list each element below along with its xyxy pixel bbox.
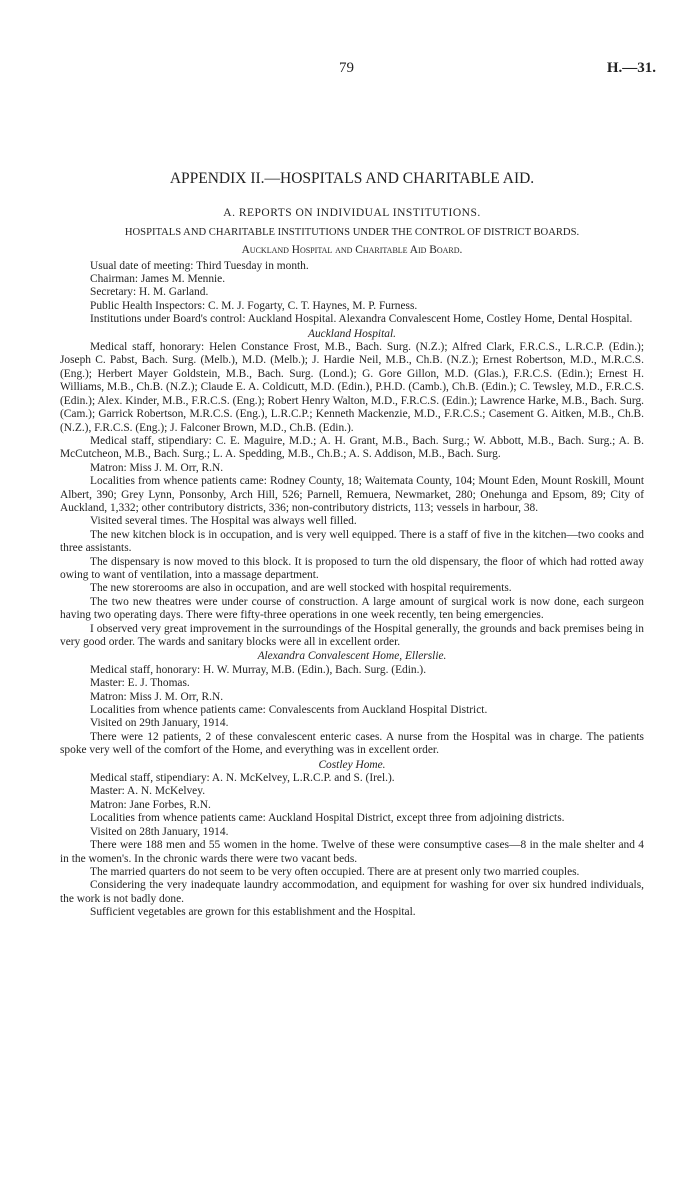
paragraph: The new kitchen block is in occupation, and is very well equipped. There is a staff of five in the kitchen—two cooks and three assistants.	[60, 528, 644, 555]
paragraph: The new storerooms are also in occupation, and are well stocked with hospital requirements.	[90, 582, 512, 595]
paragraph: Medical staff, stipendiary: C. E. Maguire, M.D.; A. H. Grant, M.B., Bach. Surg.; W. Abbott, M.B., Bach. Surg.; A. B. McCutcheon, M.B., Bach. Surg.; L. A. Spedding, M.B., Ch.B.; A. S. Addison, M.B., Bach. Surg.	[60, 434, 644, 461]
paragraph: Matron: Miss J. M. Orr, R.N.	[90, 690, 224, 703]
paragraph: Localities from whence patients came: Convalescents from Auckland Hospital District.	[90, 704, 488, 717]
paragraph: Medical staff, honorary: H. W. Murray, M.B. (Edin.), Bach. Surg. (Edin.).	[90, 663, 427, 676]
paragraph: Master: A. N. McKelvey.	[90, 785, 206, 798]
page-header	[0, 60, 700, 80]
paragraph: Visited several times. The Hospital was always well filled.	[90, 515, 357, 528]
paragraph: The married quarters do not seem to be very often occupied. There are at present only two married couples.	[90, 865, 580, 878]
paragraph: Secretary: H. M. Garland.	[90, 286, 209, 299]
paragraph: Localities from whence patients came: Rodney County, 18; Waitemata County, 104; Mount Eden, Mount Roskill, Mount Albert, 390; Grey Lynn, Ponsonby, Arch Hill, 526; Parnell, Remuera, Newmarket, 280; Onehunga and Epsom, 89; City of Auckland, 1,332; other contributory districts, 336; non-contributory districts, 113; vessels in harbour, 38.	[60, 475, 644, 514]
paragraph: Master: E. J. Thomas.	[90, 677, 190, 690]
section-a-heading: A. REPORTS ON INDIVIDUAL INSTITUTIONS.	[223, 207, 481, 220]
board-details	[60, 260, 644, 327]
costley-home-heading: Costley Home.	[318, 758, 386, 771]
section-heading: HOSPITALS AND CHARITABLE INSTITUTIONS UNDER THE CONTROL OF DISTRICT BOARDS.	[124, 226, 580, 238]
page-body	[60, 172, 644, 920]
paragraph: Visited on 28th January, 1914.	[90, 825, 229, 838]
paragraph: Visited on 29th January, 1914.	[90, 717, 229, 730]
alexandra-home-heading: Alexandra Convalescent Home, Ellerslie.	[257, 650, 447, 663]
paragraph: Public Health Inspectors: C. M. J. Fogarty, C. T. Haynes, M. P. Furness.	[90, 299, 418, 312]
paragraph: Sufficient vegetables are grown for this establishment and the Hospital.	[90, 906, 416, 919]
board-name: Auckland Hospital and Charitable Aid Board.	[241, 244, 463, 257]
auckland-hospital-section	[60, 341, 644, 649]
paragraph: Medical staff, honorary: Helen Constance Frost, M.B., Bach. Surg. (N.Z.); Alfred Clark, F.R.C.S., L.R.C.P. (Edin.); Joseph C. Pabst, Bach. Surg. (Melb.), M.D. (Melb.); J. Hardie Neil, M.B., Ch.B. (N.Z.); Ernest Robertson, M.D., M.R.C.S. (Eng.); Herbert Mayer Goldstein, M.B., Bach. Surg. (Lond.); G. Gore Gillon, M.D. (Glas.), F.R.C.S. (Edin.); Ernest H. Williams, M.B., Ch.B. (N.Z.); Claude E. A. Coldicutt, M.D. (Edin.), P.H.D. (Camb.), Ch.B. (Edin.); C. Tewsley, M.D., F.R.C.S. (Edin.); Alex. Kinder, M.B., F.R.C.S. (Eng.); Robert Henry Walton, M.D., F.R.C.S. (Edin.); Lawrence Harke, M.B., Bach. Surg. (Cam.); Garrick Robertson, M.R.C.S. (Eng.), L.R.C.P.; Kenneth Mackenzie, M.D., F.R.C.S.; Casement G. Aitken, M.B., Ch.B. (N.Z.), F.R.C.S. (Eng.); J. Falconer Brown, M.D., Ch.B. (Edin.).	[60, 341, 644, 434]
paragraph: The two new theatres were under course of construction. A large amount of surgical work is now done, each surgeon having two operating days. There were fifty-three operations in one week recently, ten being emergencies.	[60, 595, 644, 622]
page-number: 79	[339, 60, 354, 76]
paragraph: Matron: Miss J. M. Orr, R.N.	[90, 461, 224, 474]
document-reference: H.—31.	[606, 60, 656, 76]
paragraph: I observed very great improvement in the surroundings of the Hospital generally, the grounds and back premises being in very good order. The wards and sanitary blocks were all in excellent order.	[60, 622, 644, 648]
paragraph: There were 188 men and 55 women in the home. Twelve of these were consumptive cases—8 in the male shelter and 4 in the women's. In the chronic wards there were two vacant beds.	[60, 839, 644, 865]
paragraph: Considering the very inadequate laundry accommodation, and equipment for washing for over six hundred individuals, the work is not badly done.	[60, 879, 644, 905]
paragraph: There were 12 patients, 2 of these convalescent enteric cases. A nurse from the Hospital was in charge. The patients spoke very well of the comfort of the Home, and everything was in excellent order.	[60, 730, 644, 757]
paragraph: The dispensary is now moved to this block. It is proposed to turn the old dispensary, the floor of which had rotted away owing to want of ventilation, into a massage department.	[60, 555, 644, 581]
auckland-hospital-heading: Auckland Hospital.	[308, 327, 396, 340]
paragraph: Chairman: James M. Mennie.	[90, 273, 226, 286]
paragraph: Usual date of meeting: Third Tuesday in month.	[90, 259, 309, 272]
appendix-title: APPENDIX II.—HOSPITALS AND CHARITABLE AID.	[169, 170, 535, 187]
alexandra-home-section	[60, 664, 644, 758]
paragraph: Matron: Jane Forbes, R.N.	[90, 798, 211, 811]
paragraph: Localities from whence patients came: Auckland Hospital District, except three from adjoining districts.	[90, 812, 565, 825]
costley-home-section	[60, 772, 644, 919]
paragraph: Medical staff, stipendiary: A. N. McKelvey, L.R.C.P. and S. (Irel.).	[90, 772, 395, 785]
paragraph: Institutions under Board's control: Auckland Hospital. Alexandra Convalescent Home, Costley Home, Dental Hospital.	[90, 313, 633, 326]
